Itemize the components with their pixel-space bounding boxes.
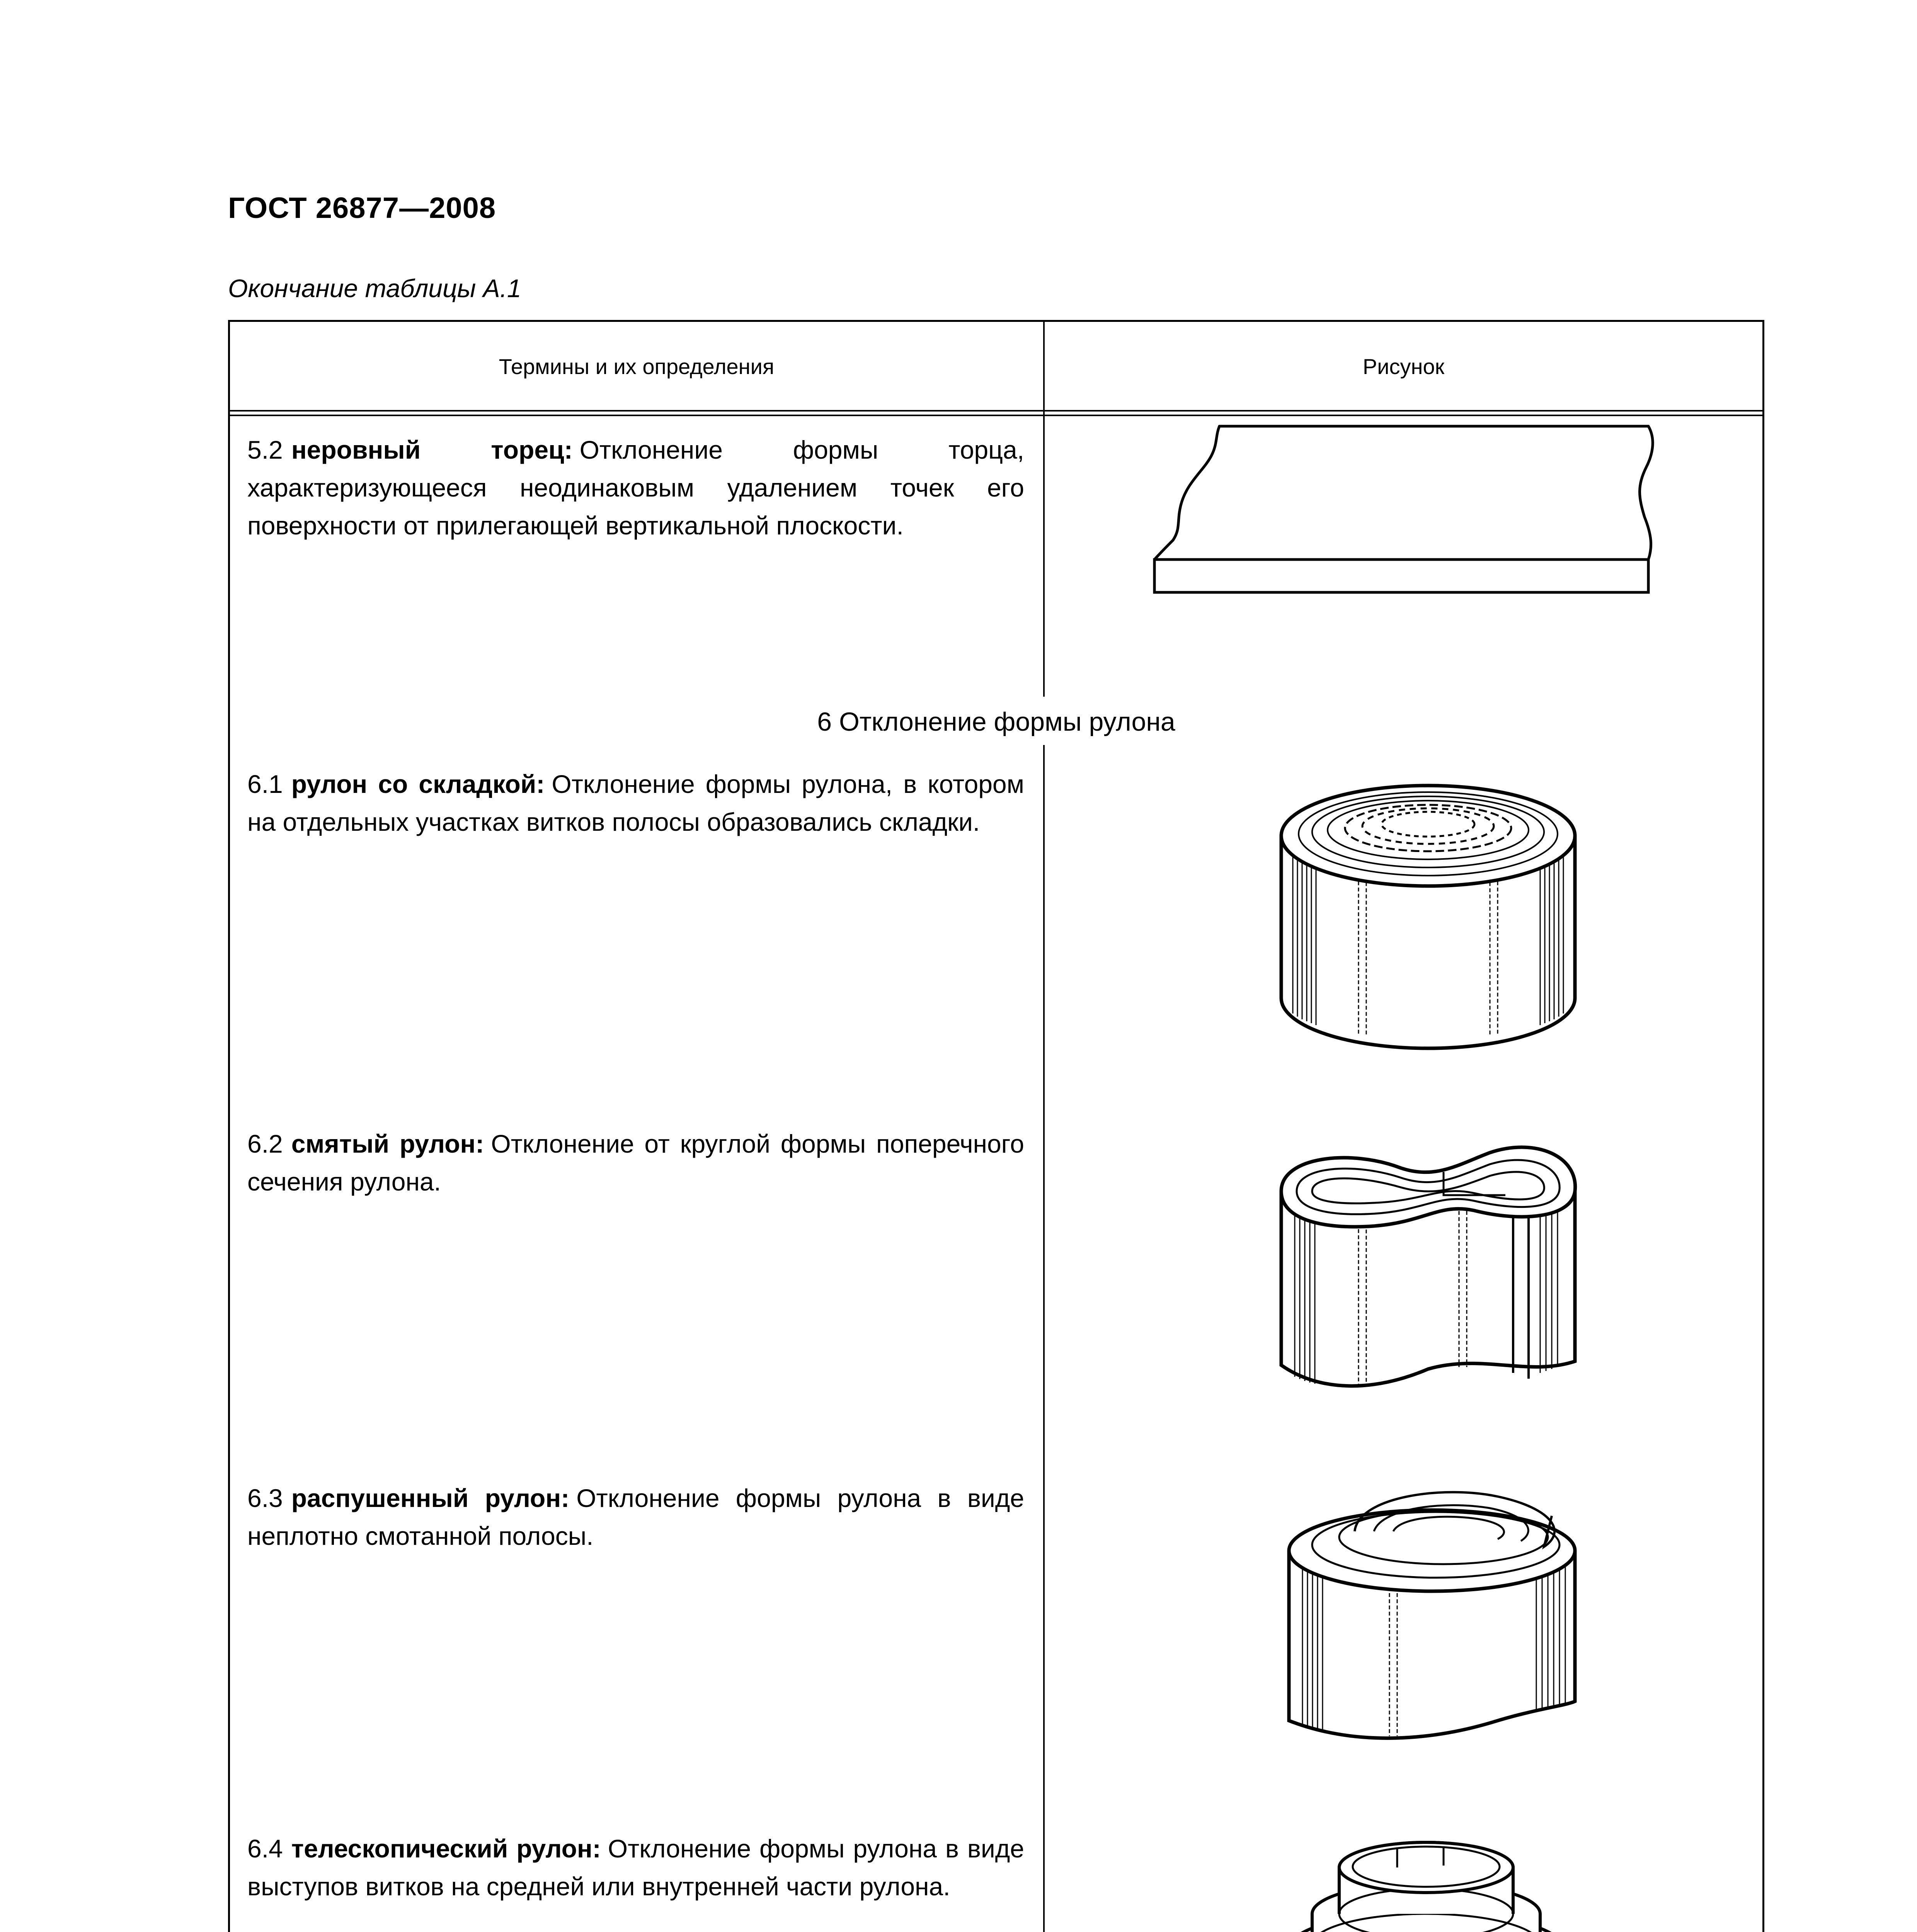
term-row-6-1: [247, 765, 1024, 841]
loose-coil-icon: [1281, 1473, 1583, 1763]
column-header-terms: Термины и их определения: [499, 354, 775, 379]
term-number: 6.1: [247, 770, 283, 798]
crushed-coil-icon: [1273, 1126, 1583, 1412]
term-number: 6.2: [247, 1129, 283, 1158]
table-continuation-note: Окончание таблицы А.1: [228, 274, 521, 303]
term-row-5-2: [247, 431, 1024, 544]
section-title: 6 Отклонение формы рулона: [817, 707, 1175, 736]
term-definition: Отклонение формы рулона, в котором на отдельных участках витков полосы образовались складки.: [247, 770, 1024, 836]
term-name: телескопический рулон:: [291, 1834, 601, 1863]
term-name: смятый рулон:: [291, 1129, 484, 1158]
term-name: неровный торец:: [291, 435, 573, 464]
standard-code: ГОСТ 26877—2008: [228, 192, 496, 224]
term-definition: Отклонение формы торца, характеризующееся неодинаковым удалением точек его поверхности от прилегающей вертикальной плоскости.: [247, 435, 1024, 540]
term-number: 5.2: [247, 435, 283, 464]
term-definition: Отклонение формы рулона в виде выступов витков на средней или внутренней части рулона.: [247, 1834, 1024, 1901]
column-divider: [1043, 745, 1045, 1932]
term-name: рулон со складкой:: [291, 770, 545, 798]
term-definition: Отклонение формы рулона в виде неплотно смотанной полосы.: [247, 1484, 1025, 1550]
term-row-6-2: [247, 1125, 1024, 1201]
term-definition: Отклонение от круглой формы поперечного сечения рулона.: [247, 1129, 1024, 1196]
term-number: 6.4: [247, 1834, 283, 1863]
header-rule: [230, 415, 1762, 416]
term-row-6-4: [247, 1830, 1024, 1905]
terms-table: [228, 320, 1764, 1932]
folded-coil-icon: [1273, 766, 1583, 1056]
term-number: 6.3: [247, 1484, 283, 1512]
term-name: распушенный рулон:: [291, 1484, 570, 1512]
column-header-figure: Рисунок: [1362, 354, 1445, 379]
uneven-end-icon: [1150, 424, 1672, 598]
term-row-6-3: [247, 1479, 1024, 1555]
telescopic-coil-icon: [1262, 1821, 1590, 1932]
